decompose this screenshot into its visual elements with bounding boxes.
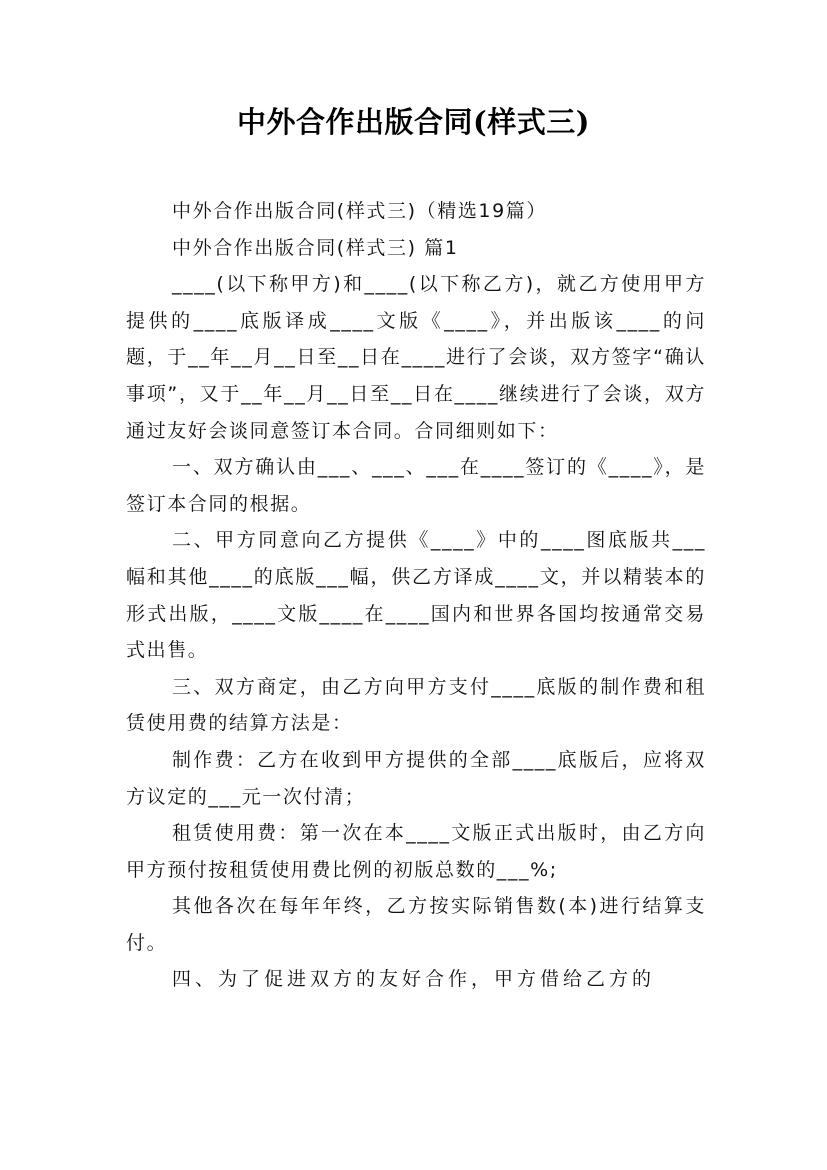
paragraph-clause-3: 三、双方商定，由乙方向甲方支付____底版的制作费和租赁使用费的结算方法是： [126, 675, 706, 735]
paragraph-clause-4: 四、为了促进双方的友好合作，甲方借给乙方的 [172, 968, 656, 991]
paragraph-subtitle: 中外合作出版合同(样式三)（精选19篇） [172, 200, 548, 222]
paragraph-rental-fee: 租赁使用费：第一次在本____文版正式出版时，由乙方向甲方预付按租赁使用费比例的初版总数的___%; [126, 822, 706, 881]
paragraph-other-payments: 其他各次在每年年终，乙方按实际销售数(本)进行结算支付。 [126, 895, 706, 954]
paragraph-production-fee: 制作费：乙方在收到甲方提供的全部____底版后，应将双方议定的___元一次付清； [126, 748, 706, 808]
paragraph-clause-1: 一、双方确认由___、___、___在____签订的《____》，是签订本合同的根据。 [126, 456, 706, 515]
paragraph-clause-2: 二、甲方同意向乙方提供《____》中的____图底版共___幅和其他____的底版___幅，供乙方译成____文，并以精装本的形式出版，____文版____在____国内和世界各国均按通常交易式出售。 [126, 529, 706, 662]
document-body [126, 193, 706, 998]
paragraph-preamble: ____(以下称甲方)和____(以下称乙方)，就乙方使用甲方提供的____底版译成____文版《____》，并出版该____的问题，于__年__月__日至__日在____进行了会谈，双方签字“确认事项”，又于__年__月__日至__日在____继续进行了会谈，双方通过友好会谈同意签订本合同。合同细则如下： [126, 273, 706, 442]
document-title: 中外合作出版合同(样式三) [237, 105, 590, 139]
paragraph-section-heading: 中外合作出版合同(样式三) 篇1 [172, 236, 459, 259]
